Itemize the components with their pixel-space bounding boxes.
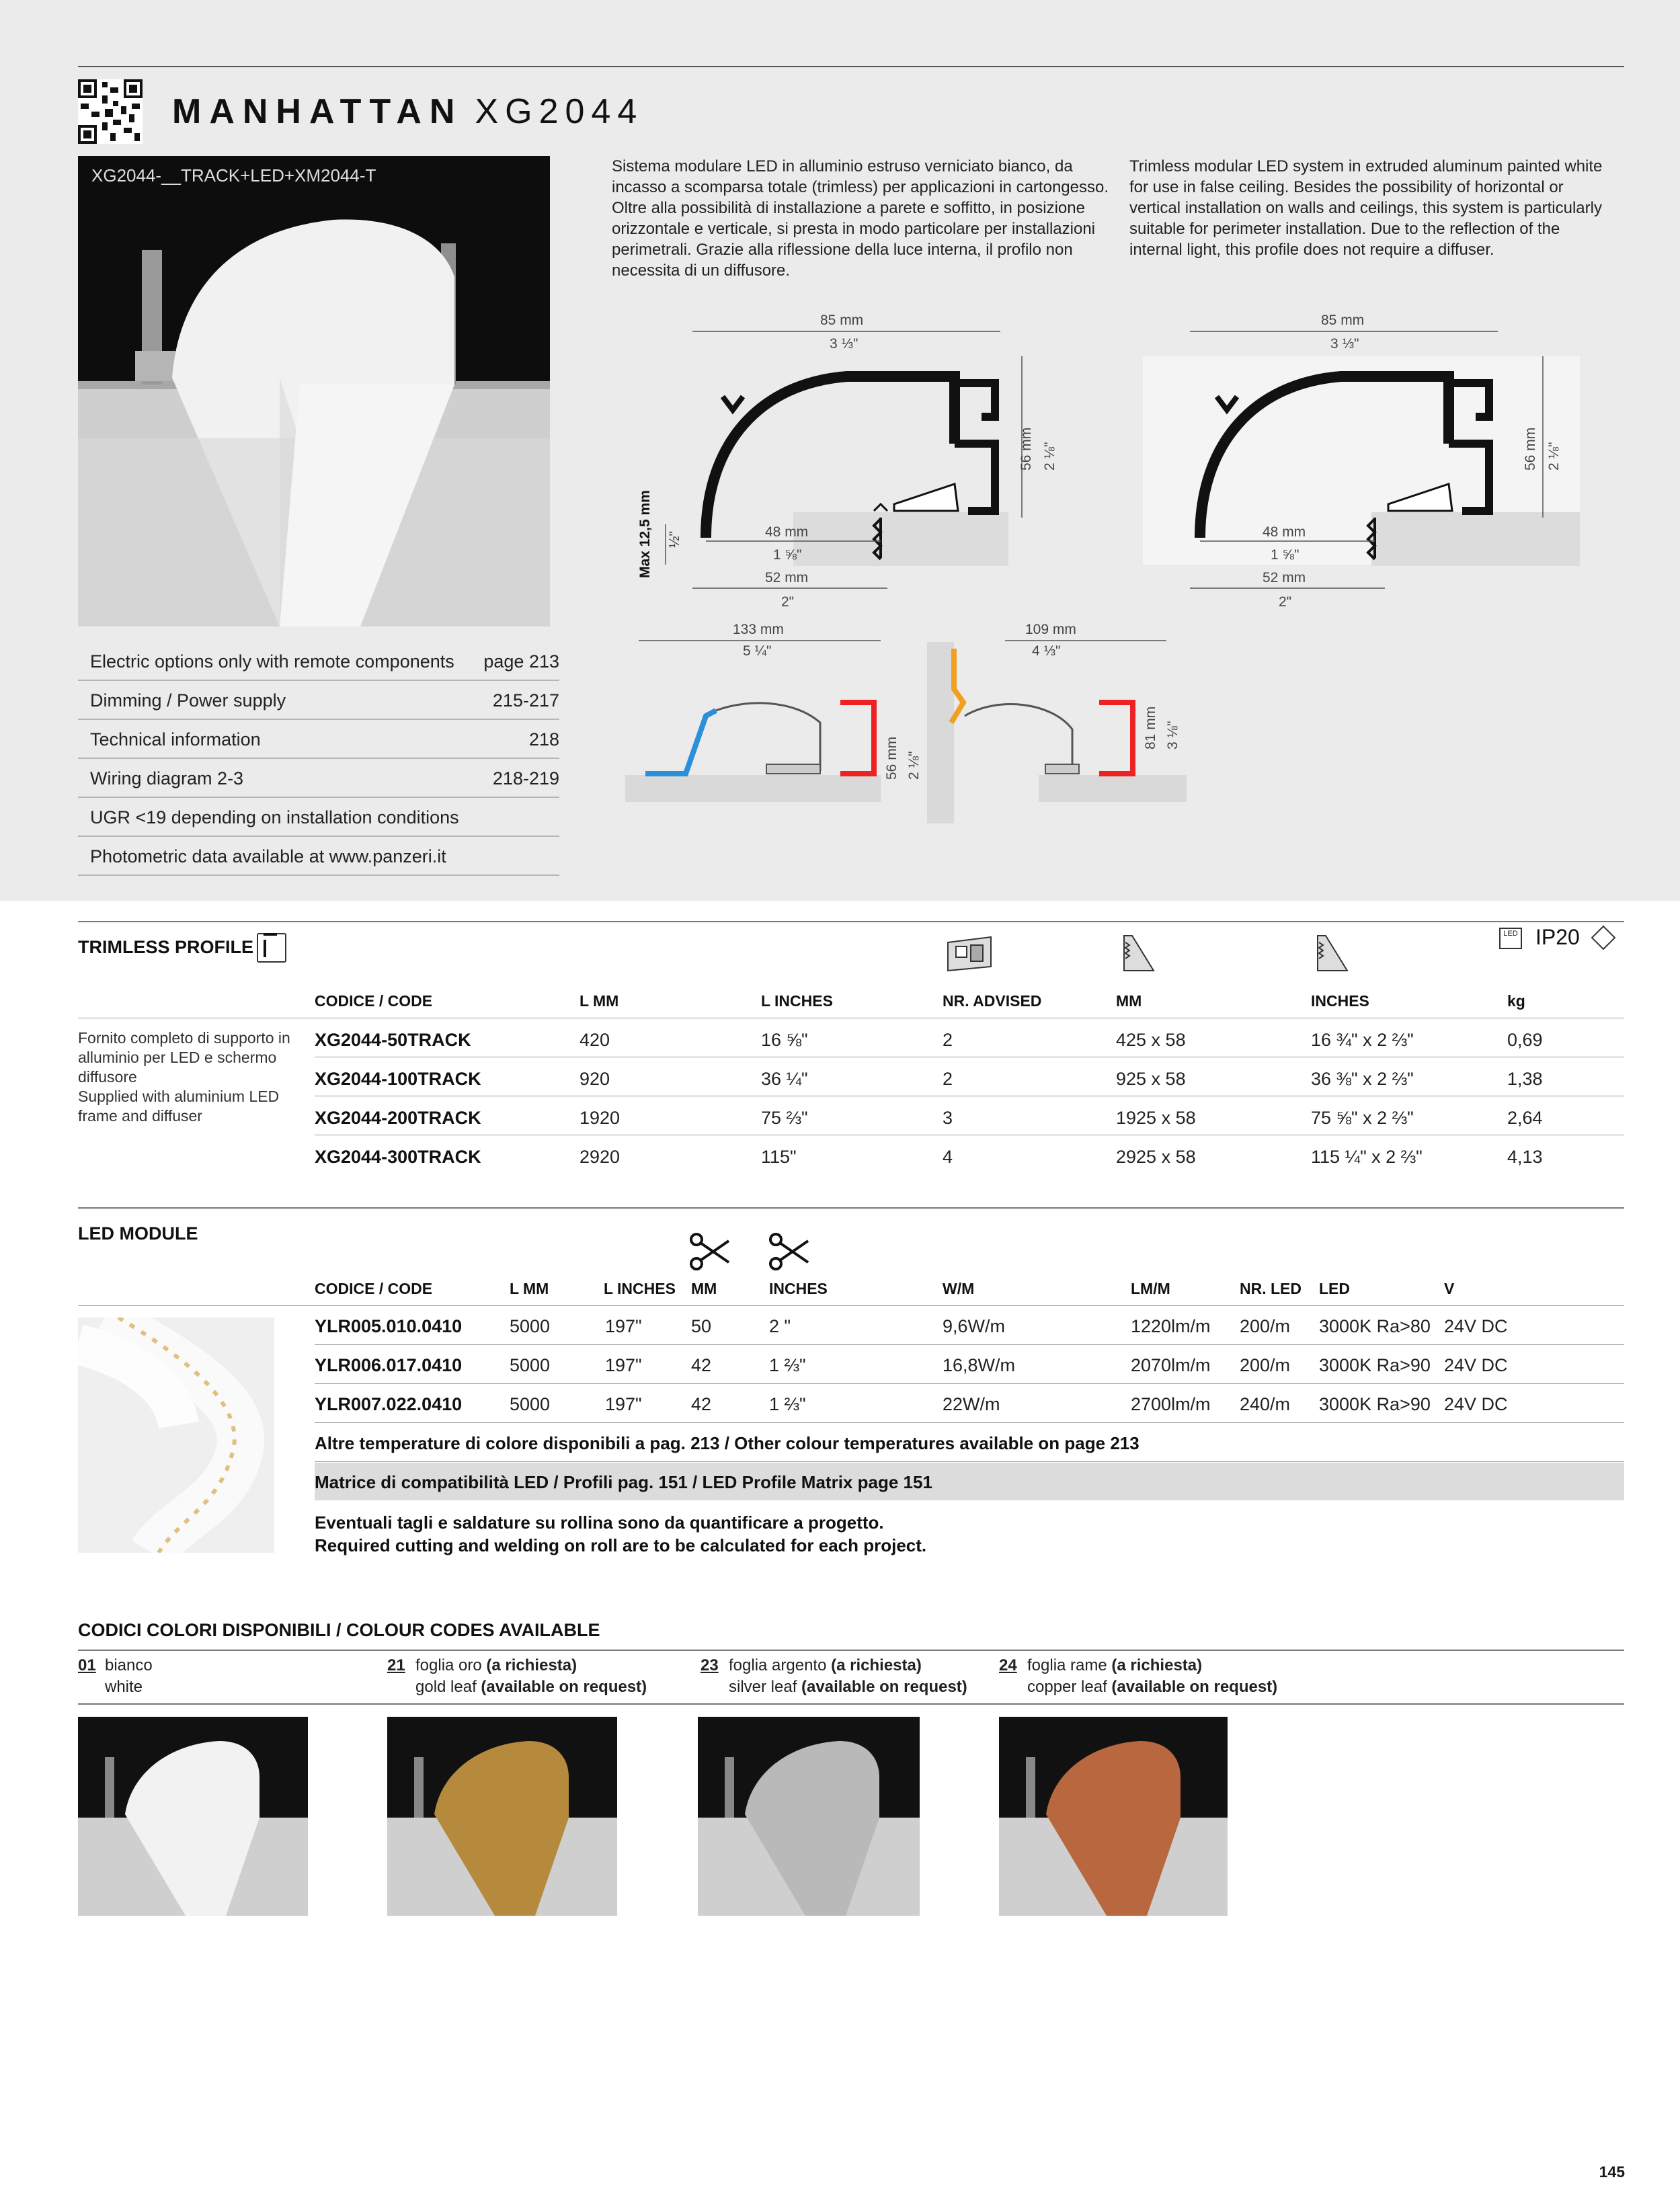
column-header: CODICE / CODE (315, 992, 433, 1010)
colour-name-en: gold leaf (available on request) (415, 1678, 647, 1696)
column-header: V (1444, 1280, 1455, 1297)
product-code: XG2044-300TRACK (315, 1147, 481, 1167)
table-cell: 4 (943, 1147, 953, 1167)
table-cell: 240/m (1240, 1394, 1291, 1414)
hero-caption: XG2044-__TRACK+LED+XM2044-T (91, 165, 376, 186)
column-header: W/M (943, 1280, 975, 1297)
product-title: MANHATTAN XG2044 (172, 92, 644, 131)
dimension-inner-mm: 48 mm (1263, 524, 1306, 540)
column-header: L MM (510, 1280, 549, 1297)
table-cell: 16 ⅝" (761, 1030, 808, 1050)
colour-name-en: silver leaf (available on request) (729, 1678, 967, 1696)
colour-code: 01 (78, 1656, 96, 1674)
swatch-image-gold (387, 1717, 617, 1916)
colour-code: 24 (999, 1656, 1017, 1674)
reference-label: Dimming / Power supply (90, 690, 286, 711)
colour-name-en: white (105, 1678, 143, 1696)
profile-section-diagram-wall (1143, 309, 1627, 610)
table-cell: 2925 x 58 (1116, 1147, 1196, 1167)
column-header: LM/M (1131, 1280, 1170, 1297)
dimension-width-mm: 85 mm (820, 313, 864, 328)
reference-row (78, 759, 559, 798)
dimension-max-label: Max 12,5 mm (637, 490, 653, 578)
table-cell: 200/m (1240, 1355, 1291, 1375)
description-english: Trimless modular LED system in extruded aluminum painted white for use in false ceiling. Besides the possibility of horizontal or vertical installation on walls and ceilings, this system is particularly suitable for perimeter installation. Due to the reflection of the internal light, this profile does not require a diffuser. (1129, 157, 1603, 259)
table-cell: 920 (579, 1069, 610, 1089)
reference-row (78, 798, 559, 837)
table-cell: 5000 (510, 1316, 551, 1336)
table-divider (78, 1305, 1624, 1306)
table-cell: 1,38 (1507, 1069, 1543, 1089)
table-cell: 2 (943, 1069, 953, 1089)
product-code: XG2044-100TRACK (315, 1069, 481, 1089)
profile-section-diagram-ceiling (605, 309, 1089, 610)
table-cell: 42 (691, 1355, 712, 1375)
dimension-cut-in: 2" (1279, 594, 1292, 610)
table-cell: 1220lm/m (1131, 1316, 1211, 1336)
dimension-inner-mm: 48 mm (765, 524, 809, 540)
ip-rating-text: IP20 (1535, 925, 1580, 949)
colour-code: 23 (701, 1656, 719, 1674)
table-cell: 22W/m (943, 1394, 1000, 1414)
swatch-image-white (78, 1717, 308, 1916)
other-temperatures-note: Altre temperature di colore disponibili a pag. 213 / Other colour temperatures available on page 213 (315, 1433, 1139, 1453)
column-header: L MM (579, 992, 619, 1010)
dimension-install-width-in: 4 ⅓" (1032, 643, 1061, 659)
dimension-height-in: 2 ⅛" (1546, 442, 1562, 471)
trimless-note: Fornito completo di supporto in alluminio per LED e schermo diffusore Supplied with aluminium LED frame and diffuser (78, 1029, 290, 1125)
dimension-install-width-mm: 109 mm (1025, 622, 1076, 637)
dimension-cut-mm: 52 mm (1263, 570, 1306, 585)
reference-value: 215-217 (492, 690, 559, 711)
reference-label: Wiring diagram 2-3 (90, 768, 244, 788)
column-header: L INCHES (604, 1280, 676, 1297)
table-cell: 115 ¼" x 2 ⅔" (1311, 1147, 1423, 1167)
installation-diagram-ceiling (618, 615, 922, 817)
product-code: XG2044-50TRACK (315, 1030, 471, 1050)
table-cell: 2 (943, 1030, 953, 1050)
section-divider (78, 1650, 1624, 1651)
colour-option-21[interactable] (387, 1656, 696, 1697)
dimension-width-in: 3 ⅓" (1330, 336, 1359, 352)
colour-name-it: foglia argento (a richiesta) (729, 1656, 922, 1674)
row-divider (315, 1422, 1624, 1423)
reference-value: 218 (528, 729, 559, 749)
table-cell: 0,69 (1507, 1030, 1543, 1050)
table-cell: 16 ¾" x 2 ⅔" (1311, 1030, 1414, 1050)
row-divider (315, 1461, 1624, 1462)
reference-label: UGR <19 depending on installation conditions (90, 807, 459, 827)
dimension-inner-in: 1 ⅝" (1271, 547, 1299, 563)
column-header: NR. ADVISED (943, 992, 1042, 1010)
section-divider (78, 1703, 1624, 1705)
led-strip-image (78, 1317, 274, 1553)
trimless-profile-title: TRIMLESS PROFILE (78, 937, 254, 957)
table-cell: 42 (691, 1394, 712, 1414)
top-divider (78, 66, 1624, 67)
table-cell: 5000 (510, 1355, 551, 1375)
column-header: L INCHES (761, 992, 833, 1010)
column-header: kg (1507, 992, 1525, 1010)
dimension-install-height-in: 2 ⅛" (906, 751, 922, 780)
swatch-image-silver (698, 1717, 920, 1916)
table-cell: 2,64 (1507, 1108, 1543, 1128)
profile-shape-icon (257, 933, 286, 963)
reference-label[interactable]: Photometric data available at www.panzeri.it (90, 846, 446, 866)
column-header: INCHES (1311, 992, 1369, 1010)
colour-name-it: bianco (105, 1656, 153, 1674)
section-divider (78, 921, 1624, 922)
table-cell: 36 ⅜" x 2 ⅔" (1311, 1069, 1414, 1089)
colour-name-it: foglia oro (a richiesta) (415, 1656, 577, 1674)
cutting-note-it: Eventuali tagli e saldature su rollina sono da quantificare a progetto. (315, 1512, 884, 1533)
swatch-image-copper (999, 1717, 1228, 1916)
reference-row[interactable] (78, 837, 559, 876)
table-cell: 420 (579, 1030, 610, 1050)
table-cell: 5000 (510, 1394, 551, 1414)
row-divider (315, 1383, 1624, 1384)
table-cell: 2 " (769, 1316, 791, 1336)
product-code: YLR006.017.0410 (315, 1355, 463, 1375)
compatibility-matrix-row[interactable] (315, 1463, 1624, 1500)
table-cell: 16,8W/m (943, 1355, 1016, 1375)
product-code: XG2044-200TRACK (315, 1108, 481, 1128)
table-cell: 50 (691, 1316, 712, 1336)
column-header: CODICE / CODE (315, 1280, 433, 1297)
table-cell: 1 ⅔" (769, 1394, 806, 1414)
reference-row (78, 720, 559, 759)
table-cell: 75 ⅝" x 2 ⅔" (1311, 1108, 1414, 1128)
table-cell: 197" (605, 1355, 642, 1375)
reference-value: page 213 (483, 651, 559, 672)
table-cell: 24V DC (1444, 1394, 1508, 1414)
table-cell: 925 x 58 (1116, 1069, 1186, 1089)
reference-value: 218-219 (492, 768, 559, 788)
dimension-inner-in: 1 ⅝" (773, 547, 802, 563)
dimension-cut-mm: 52 mm (765, 570, 809, 585)
colour-option-23[interactable] (701, 1656, 996, 1697)
column-header: MM (691, 1280, 717, 1297)
scissors-icon (768, 1233, 811, 1270)
led-badge-icon: LED (1499, 928, 1522, 949)
table-cell: 197" (605, 1316, 642, 1336)
dimension-install-height-mm: 81 mm (1143, 706, 1158, 749)
dimension-max-in: ½" (667, 531, 682, 548)
profile-length-icon (1119, 933, 1159, 973)
cutting-note-en: Required cutting and welding on roll are to be calculated for each project. (315, 1535, 927, 1555)
table-cell: 1 ⅔" (769, 1355, 806, 1375)
table-cell: 3000K Ra>80 (1319, 1316, 1431, 1336)
table-cell: 2070lm/m (1131, 1355, 1211, 1375)
column-header: MM (1116, 992, 1142, 1010)
profile-length-icon (1312, 933, 1353, 973)
table-cell: 24V DC (1444, 1355, 1508, 1375)
table-cell: 3000K Ra>90 (1319, 1394, 1431, 1414)
dimension-width-mm: 85 mm (1321, 313, 1365, 328)
colour-name-it: foglia rame (a richiesta) (1027, 1656, 1203, 1674)
qr-code-icon[interactable] (78, 79, 143, 144)
dimension-install-width-mm: 133 mm (733, 622, 784, 637)
column-header: NR. LED (1240, 1280, 1302, 1297)
table-cell: 1920 (579, 1108, 621, 1128)
ip-rating-badge (1496, 924, 1624, 953)
led-module-title: LED MODULE (78, 1223, 198, 1244)
table-cell: 36 ¼" (761, 1069, 808, 1089)
dimension-height-mm: 56 mm (1523, 427, 1538, 471)
description-italian: Sistema modulare LED in alluminio estruso verniciato bianco, da incasso a scomparsa totale (trimless) per applicazioni in cartongesso. Oltre alla possibilità di installazione a parete e soffitto, in posizione orizzontale e verticale, si presta in modo particolare per installazioni perimetrali. Grazie alla riflessione della luce interna, il profilo non necessita di un diffusore. (612, 157, 1109, 280)
table-cell: 200/m (1240, 1316, 1291, 1336)
column-header: LED (1319, 1280, 1350, 1297)
page-number: 145 (1599, 2163, 1625, 2181)
table-cell: 3 (943, 1108, 953, 1128)
dimension-height-mm: 56 mm (1018, 427, 1034, 471)
table-cell: 75 ⅔" (761, 1108, 808, 1128)
colour-option-24[interactable] (999, 1656, 1308, 1697)
column-header: INCHES (769, 1280, 828, 1297)
table-cell: 4,13 (1507, 1147, 1543, 1167)
reference-row (78, 642, 559, 681)
product-hero-image (78, 156, 550, 626)
diamond-icon (1591, 926, 1616, 950)
table-cell: 1925 x 58 (1116, 1108, 1196, 1128)
table-cell: 197" (605, 1394, 642, 1414)
table-cell: 2920 (579, 1147, 621, 1167)
product-code: YLR007.022.0410 (315, 1394, 463, 1414)
table-cell: 2700lm/m (1131, 1394, 1211, 1414)
dimension-install-width-in: 5 ¼" (743, 643, 772, 659)
colour-codes-title: CODICI COLORI DISPONIBILI / COLOUR CODES AVAILABLE (78, 1620, 600, 1640)
table-cell: 115" (761, 1147, 797, 1167)
section-divider (78, 1207, 1624, 1209)
colour-option-01[interactable] (78, 1656, 428, 1697)
row-divider (315, 1344, 1624, 1345)
scissors-icon (688, 1233, 731, 1270)
dimension-install-height-mm: 56 mm (884, 736, 899, 780)
reference-label: Technical information (90, 729, 261, 749)
colour-code: 21 (387, 1656, 405, 1674)
table-cell: 24V DC (1444, 1316, 1508, 1336)
dimension-height-in: 2 ⅛" (1042, 442, 1057, 471)
table-cell: 425 x 58 (1116, 1030, 1186, 1050)
reference-label: Electric options only with remote components (90, 651, 454, 672)
mounting-bracket-icon (944, 933, 998, 973)
dimension-install-height-in: 3 ⅛" (1165, 721, 1181, 749)
colour-name-en: copper leaf (available on request) (1027, 1678, 1278, 1696)
dimension-cut-in: 2" (781, 594, 795, 610)
reference-table (78, 642, 559, 876)
table-cell: 9,6W/m (943, 1316, 1006, 1336)
table-cell: 3000K Ra>90 (1319, 1355, 1431, 1375)
installation-diagram-wall (924, 615, 1213, 830)
product-code: YLR005.010.0410 (315, 1316, 463, 1336)
reference-row (78, 681, 559, 720)
compatibility-matrix-note[interactable]: Matrice di compatibilità LED / Profili pag. 151 / LED Profile Matrix page 151 (315, 1472, 932, 1492)
dimension-width-in: 3 ⅓" (830, 336, 858, 352)
